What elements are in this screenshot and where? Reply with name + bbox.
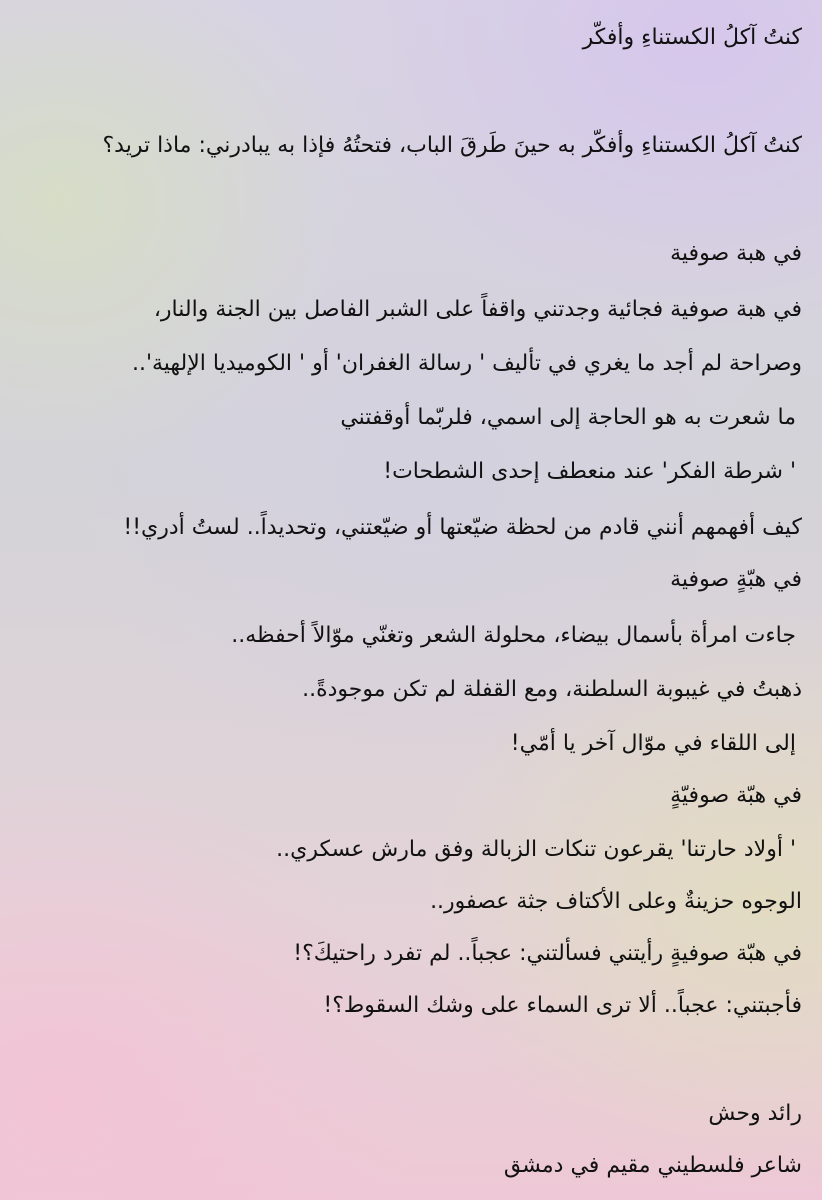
author-bio: شاعر فلسطيني مقيم في دمشق — [503, 1153, 802, 1178]
poem-line: ما شعرت به هو الحاجة إلى اسمي، فلربّما أوقفتني — [340, 405, 796, 430]
poem-line: في هبّة صوفيةٍ رأيتني فسألتني: عجباً.. لم تفرد راحتيكَ؟! — [293, 941, 802, 966]
poem-line: ' أولاد حارتنا' يقرعون تنكات الزبالة وفق مارش عسكري.. — [276, 837, 796, 862]
author-name: رائد وحش — [708, 1101, 802, 1126]
section-title-sufi-3: في هبّة صوفيّةٍ — [670, 783, 802, 808]
poem-line: ' شرطة الفكر' عند منعطف إحدى الشطحات! — [383, 459, 796, 484]
poem-line: الوجوه حزينةٌ وعلى الأكتاف جثة عصفور.. — [430, 889, 802, 914]
poem-line: إلى اللقاء في موّال آخر يا أمّي! — [510, 731, 796, 756]
poem-line: وصراحة لم أجد ما يغري في تأليف ' رسالة الغفران' أو ' الكوميديا الإلهية'.. — [131, 351, 802, 376]
poem-line: فأجبتني: عجباً.. ألا ترى السماء على وشك السقوط؟! — [323, 993, 802, 1018]
poem-line: كنتُ آكلُ الكستناءِ وأفكّر به حينَ طَرقَ الباب، فتحتُهُ فإذا به يبادرني: ماذا تريد؟ — [102, 133, 802, 158]
poem-title-chestnuts: كنتُ آكلُ الكستناءِ وأفكّر — [582, 25, 802, 50]
poem-line: في هبة صوفية فجائية وجدتني واقفاً على الشبر الفاصل بين الجنة والنار، — [153, 297, 802, 322]
poem-line: ذهبتُ في غيبوبة السلطنة، ومع القفلة لم تكن موجودةً.. — [302, 677, 802, 702]
section-title-sufi-1: في هبة صوفية — [670, 241, 802, 266]
section-title-sufi-2: في هبّةٍ صوفية — [670, 567, 802, 592]
poem-line: جاءت امرأة بأسمال بيضاء، محلولة الشعر وتغنّي موّالاً أحفظه.. — [231, 623, 796, 648]
poem-line: كيف أفهمهم أنني قادم من لحظة ضيّعتها أو ضيّعتني، وتحديداً.. لستُ أدري!! — [123, 515, 802, 540]
